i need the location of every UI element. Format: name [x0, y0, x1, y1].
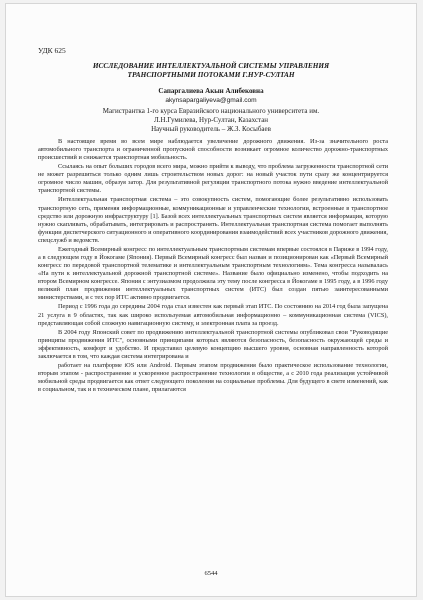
title-line-2: ТРАНСПОРТНЫМИ ПОТОКАМИ Г.НУР-СУЛТАН [127, 70, 295, 79]
author-email[interactable]: akynsapargaliyeva@gmail.com [165, 97, 257, 104]
paragraph: Ежегодный Всемирный конгресс по интеллектуальным транспортным системам впервые состоялся в Париже в 1994 году, а в следующем году в Йокогаме (Япония). Первый Всемирный конгресс был назван и позиционирован как «Первый Всемирный конгресс по передовой транспортной телематике и интеллектуальным транспортным технологиям». Тема конгресса называлась «На пути к интеллектуальной дорожной транспортной системе». Название было официально изменено, чтобы подходить на втором Всемирном конгрессе. Япония с энтузиазмом продолжила эту тему после конгресса в Йокогаме в 1995 году, а в 1996 году великий план продвижения интеллектуальных транспортных систем (ИТС) был создан пятью заинтересованными министерствами, и с тех пор ИТС активно продвигается. [38, 245, 388, 302]
document-page [6, 4, 416, 596]
article-body [38, 138, 388, 394]
article-title [46, 61, 376, 79]
paragraph: Период с 1996 года до середины 2004 года стал известен как первый этап ИТС. По состоянию на 2014 год была запущена 21 услуга в 9 областях, так как широко используемая автомобильная информационно – коммуникационная система (VICS), представляющая собой сложную навигационную систему, и электронная плата за проезд. [38, 303, 388, 327]
paragraph: Ссылаясь на опыт больших городов всего мира, можно прийти к выводу, что проблема загруженности транспортной сети не может разрешиться только одним лишь строительством новых дорог: на новый участок пути сразу же концентрируется огромное число машин, образуя затор. Для результативной регуляции транспортного потока нужно введение интеллектуальной транспортной системы. [38, 163, 388, 195]
affiliation-line-2: Л.Н.Гумилева, Нур-Султан, Казахстан [153, 116, 269, 124]
paragraph: Интеллектуальная транспортная система – это совокупность систем, помогающие более результативно использовать транспортную сеть, применяя информационные, коммуникационные и управленческие технологии, встроенные в транспортное средство или дорожную инфраструктуру [1]. Базой всех интеллектуальных транспортных систем является информация, которую нужно скапливать, обрабатывать, интегрировать и распространять. Интеллектуальная транспортная система помогает выполнять функции диспетчерского ситуационного и оперативного координирования взаимодействий всех участников дорожного движения, спецслужб и ведомств. [38, 196, 388, 244]
paragraph: В настоящее время во всем мире наблюдается увеличение дорожного движения. Из-за значительного роста автомобильного транспорта и ограниченной пропускной способности возникает огромное количество дорожно-транспортных происшествий и снижается транспортная мобильность. [38, 138, 388, 162]
udc-code: УДК 625 [38, 46, 66, 55]
affiliation-line-1: Магистрантка 1-го курса Евразийского национального университета им. [102, 107, 320, 115]
paragraph: работает на платформе iOS или Android. Первым этапом продвижения было практическое использование технологии, вторым этапом - распространение и ускоренное распространение технологии в обществе, а с 2010 года реализация устойчивой мобильной среды продвигается как ответ следующего поколения на социальные проблемы. Для будущего в свете изменений, как в социальном, так и в техническом плане, прилагаются [38, 361, 388, 394]
title-line-1: ИССЛЕДОВАНИЕ ИНТЕЛЛЕКТУАЛЬНОЙ СИСТЕМЫ УПРАВЛЕНИЯ [92, 61, 330, 70]
supervisor-line: Научный руководитель – Ж.З. Косыбаев [151, 125, 271, 133]
author-name: Сапаргалиева Акын Алибековна [158, 87, 264, 95]
page-number: 6544 [204, 570, 218, 577]
paragraph: В 2004 году Японский совет по продвижению интеллектуальной транспортной системы опубликовал свои "Руководящие принципы продвижения ИТС", основными принципами которых являются безопасность, безопасность окружающей среды и эффективность, комфорт и удобство. И представил целевую концепцию высшего уровня, основная направленность которой заключается в том, что каждая система интегрирована и [38, 328, 388, 360]
